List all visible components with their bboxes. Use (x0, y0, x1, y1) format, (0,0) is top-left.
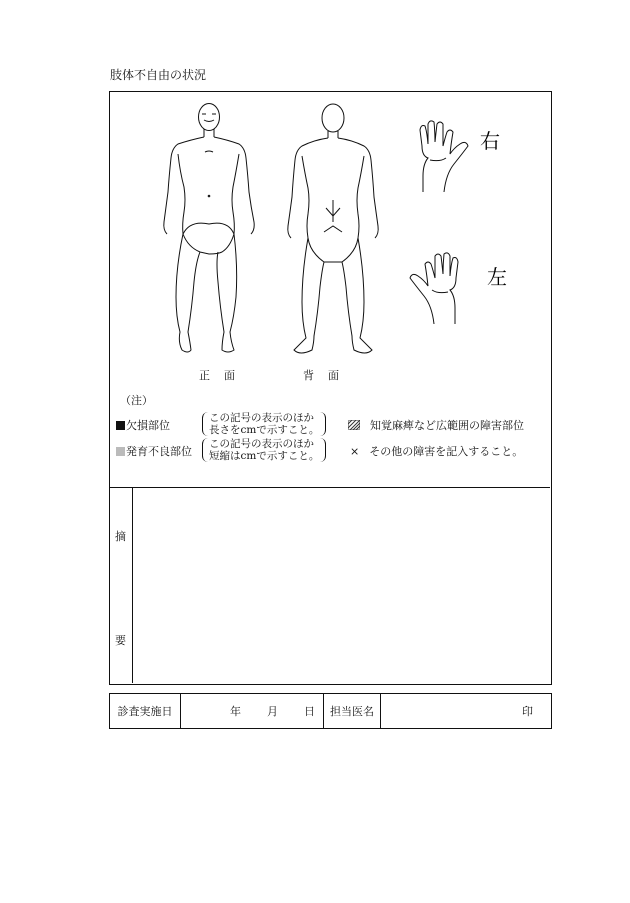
seal-label: 印 (522, 705, 533, 718)
disability-diagram-box (109, 91, 552, 685)
left-hand-label: 左 (487, 265, 507, 289)
exam-info-table (109, 693, 552, 729)
legend-missing-part (116, 420, 170, 432)
underdeveloped-label: 発育不良部位 (126, 445, 192, 458)
section-title: 肢体不自由の状況 (110, 68, 207, 82)
doctor-label-cell (323, 694, 380, 728)
left-hand-figure (410, 253, 458, 324)
right-hand-figure (420, 121, 468, 192)
legend-underdeveloped-part (116, 446, 192, 458)
underdeveloped-detail: この記号の表示のほか 短縮はcmで示すこと。 (202, 438, 326, 462)
hatch-icon (348, 420, 360, 430)
body-diagram (110, 92, 550, 392)
missing-part-square-icon (116, 421, 125, 430)
month-label: 月 (267, 705, 278, 718)
back-body-figure (288, 104, 378, 353)
summary-label-column (110, 488, 133, 683)
summary-label-top: 摘 (115, 530, 126, 543)
year-label: 年 (230, 705, 241, 718)
missing-part-detail: この記号の表示のほか 長さをcmで示すこと。 (202, 412, 326, 436)
front-body-figure (164, 104, 254, 353)
exam-date-field[interactable] (180, 694, 323, 728)
notes-heading: （注） (120, 394, 153, 407)
legend-other-disability (350, 446, 523, 458)
exam-date-label-cell (110, 694, 180, 728)
exam-date-label: 診査実施日 (117, 705, 173, 718)
front-view-label: 正面 (199, 369, 249, 382)
legend-sensory-paralysis (348, 420, 524, 432)
cross-icon: × (350, 445, 360, 458)
summary-text-area[interactable] (134, 489, 548, 681)
underdeveloped-square-icon (116, 447, 125, 456)
other-disability-text: その他の障害を記入すること。 (369, 445, 524, 458)
missing-part-label: 欠損部位 (126, 419, 170, 432)
back-view-label: 背面 (303, 369, 353, 382)
doctor-name-field[interactable] (380, 694, 551, 728)
doctor-label: 担当医名 (330, 705, 374, 718)
summary-label-bottom: 要 (115, 634, 126, 647)
right-hand-label: 右 (480, 129, 500, 153)
day-label: 日 (304, 705, 315, 718)
section-divider (110, 487, 550, 488)
sensory-paralysis-text: 知覚麻痺など広範囲の障害部位 (370, 419, 524, 432)
